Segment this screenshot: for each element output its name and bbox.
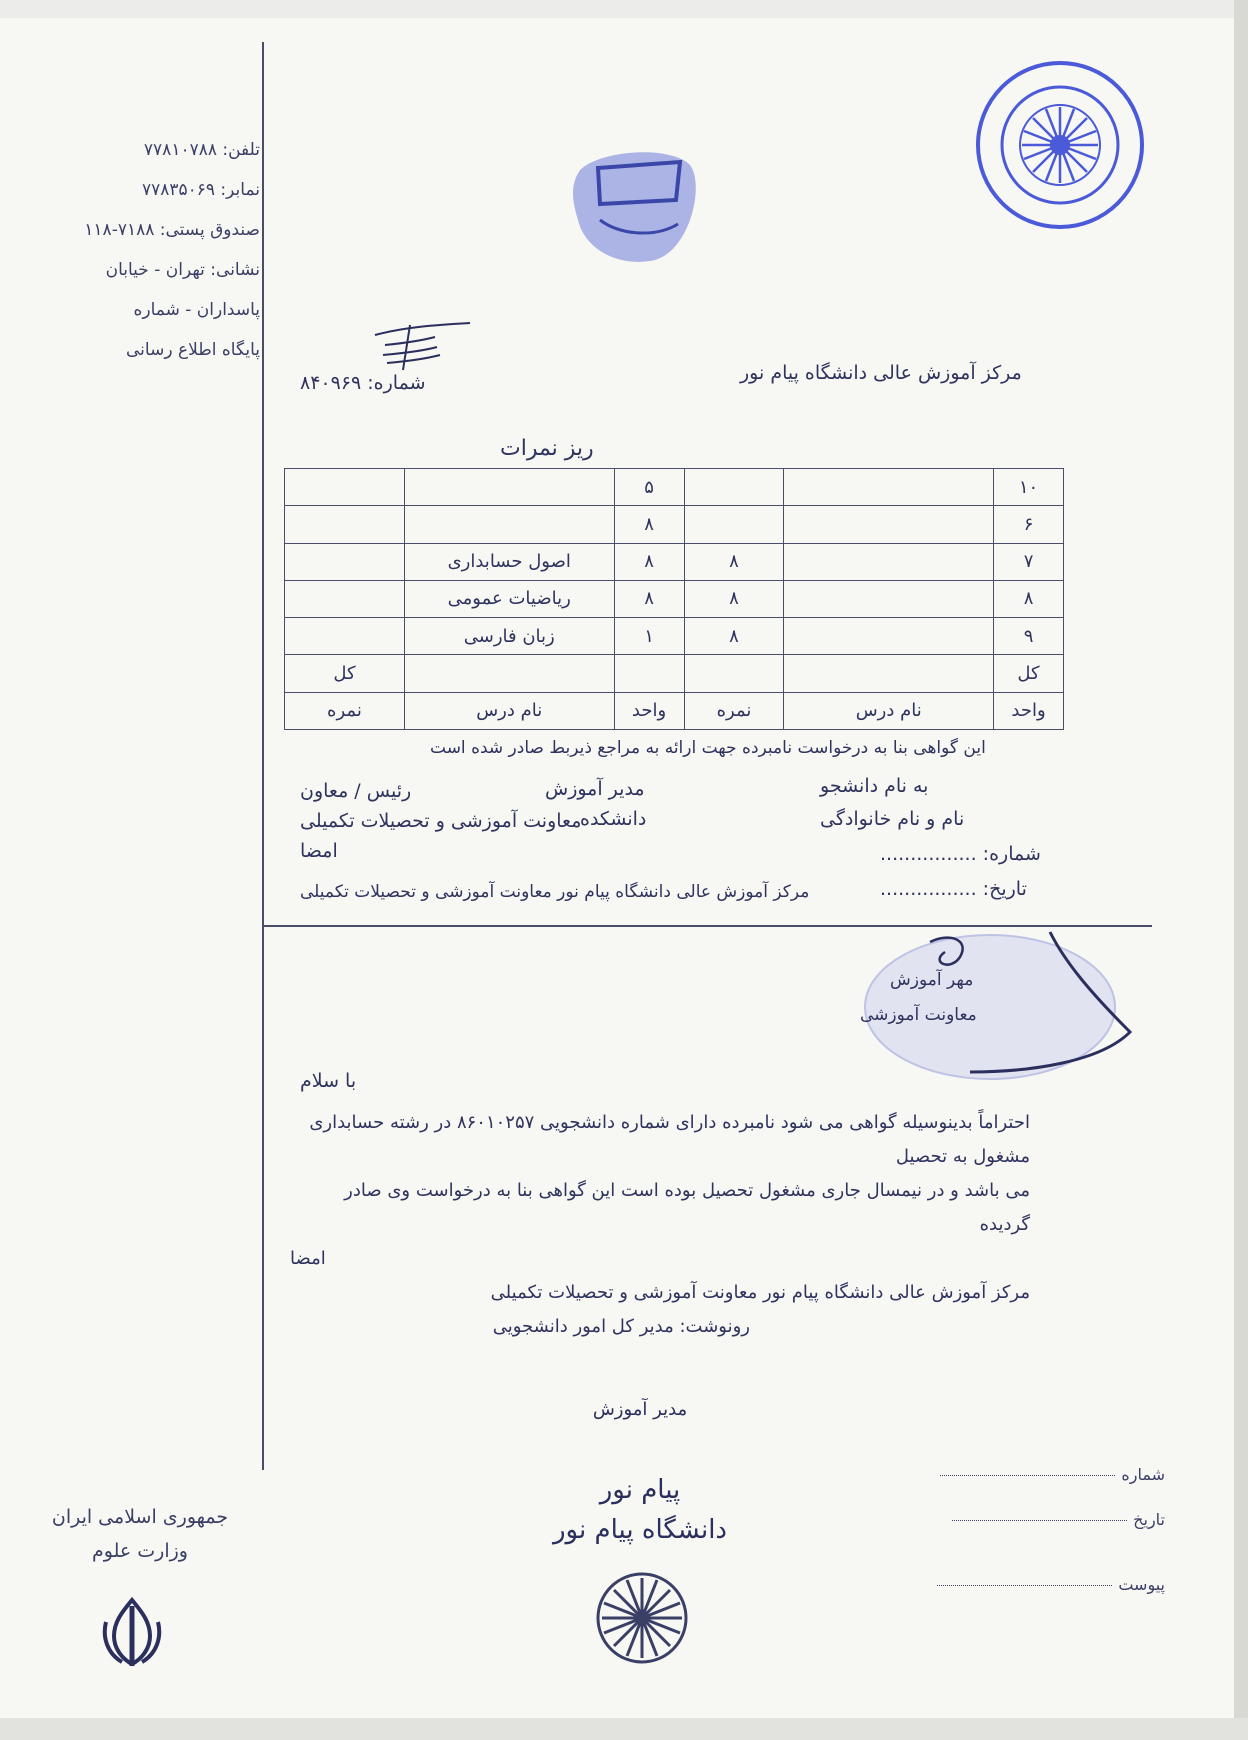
contact-line: پاسداران - شماره — [133, 300, 260, 320]
head-deputy-label: رئیس / معاون — [300, 780, 412, 802]
table-cell: کل — [285, 655, 405, 692]
table-header-cell: نمره — [285, 692, 405, 729]
footer-field-label: تاریخ — [1133, 1510, 1165, 1529]
table-cell — [784, 618, 994, 655]
table-header-row — [285, 692, 1064, 729]
table-cell: ریاضیات عمومی — [404, 580, 614, 617]
table-cell: ۱۰ — [994, 469, 1064, 506]
contact-line: نمابر: ۷۷۸۳۵۰۶۹ — [141, 180, 260, 200]
signature-label: امضا — [300, 840, 338, 862]
contact-line: صندوق پستی: ۷۱۸۸-۱۱۸ — [84, 220, 260, 240]
table-cell — [784, 469, 994, 506]
table-subheader-row — [285, 655, 1064, 692]
stamp-label: مهر آموزش — [890, 970, 974, 990]
ink-stamp-icon — [560, 140, 710, 270]
table-cell: کل — [994, 655, 1064, 692]
dotted-line — [952, 1520, 1127, 1521]
table-header-cell: واحد — [614, 692, 684, 729]
signer-org: دانشگاه پیام نور — [553, 1515, 727, 1545]
letter-body — [290, 1106, 1030, 1344]
reference-number: شماره: ۸۴۰۹۶۹ — [300, 372, 426, 394]
table-cell: ۹ — [994, 618, 1064, 655]
table-cell — [784, 543, 994, 580]
grades-table — [284, 468, 1064, 730]
table-cell — [285, 618, 405, 655]
full-name-label: نام و نام خانوادگی — [820, 808, 965, 830]
table-cell — [404, 469, 614, 506]
table-cell: ۸ — [684, 543, 784, 580]
stamp-label: معاونت آموزشی — [860, 1005, 977, 1025]
footer-field-label: پیوست — [1118, 1575, 1165, 1594]
table-cell: زبان فارسی — [404, 618, 614, 655]
table-cell — [285, 469, 405, 506]
signer-title: مدیر آموزش — [592, 1399, 688, 1420]
recipient-line: مرکز آموزش عالی دانشگاه پیام نور — [740, 362, 1022, 384]
table-cell: ۷ — [994, 543, 1064, 580]
table-header-cell: واحد — [994, 692, 1064, 729]
table-cell: ۶ — [994, 506, 1064, 543]
scan-bottom-edge — [0, 1718, 1248, 1740]
table-header-cell: نمره — [684, 692, 784, 729]
letter-line: امضا — [290, 1248, 326, 1269]
table-cell: ۸ — [684, 618, 784, 655]
table-cell — [684, 655, 784, 692]
institution-line: مرکز آموزش عالی دانشگاه پیام نور معاونت آموزشی و تحصیلات تکمیلی — [300, 882, 810, 902]
signer-name: پیام نور — [599, 1475, 681, 1505]
table-cell — [614, 655, 684, 692]
table-header-cell: نام درس — [404, 692, 614, 729]
education-manager-label: مدیر آموزش — [545, 778, 645, 800]
table-row — [285, 543, 1064, 580]
table-cell: ۸ — [684, 580, 784, 617]
table-cell — [684, 506, 784, 543]
date-field: تاریخ: ................ — [880, 878, 1027, 900]
table-cell — [404, 506, 614, 543]
university-logo-icon — [970, 55, 1150, 235]
student-name-label: به نام دانشجو — [820, 775, 929, 797]
footer-field — [920, 1575, 1165, 1594]
letter-line: می باشد و در نیمسال جاری مشغول تحصیل بوده است این گواهی بنا به درخواست وی صادر گردیده — [344, 1180, 1030, 1235]
table-row — [285, 618, 1064, 655]
table-header-cell: نام درس — [784, 692, 994, 729]
letter-line: رونوشت: مدیر کل امور دانشجویی — [492, 1316, 750, 1337]
table-cell: ۸ — [614, 506, 684, 543]
table-cell: ۸ — [614, 580, 684, 617]
table-cell — [285, 543, 405, 580]
greeting: با سلام — [300, 1070, 357, 1092]
scan-top-edge — [0, 0, 1248, 18]
emblem-caption — [30, 1500, 250, 1568]
signer-block — [540, 1390, 740, 1550]
table-cell — [684, 469, 784, 506]
contact-info — [40, 130, 260, 370]
table-cell: ۸ — [614, 543, 684, 580]
table-cell — [784, 506, 994, 543]
dotted-line — [937, 1585, 1112, 1586]
university-emblem-icon — [592, 1568, 692, 1668]
scan-right-edge — [1234, 0, 1248, 1740]
table-cell: ۱ — [614, 618, 684, 655]
contact-line: تلفن: ۷۷۸۱۰۷۸۸ — [143, 140, 260, 160]
table-cell: ۸ — [994, 580, 1064, 617]
table-cell — [784, 580, 994, 617]
table-row — [285, 469, 1064, 506]
faculty-label: دانشکده — [580, 808, 647, 830]
table-cell — [404, 655, 614, 692]
emblem-line: جمهوری اسلامی ایران — [51, 1506, 229, 1528]
footer-field — [920, 1465, 1165, 1484]
table-row — [285, 580, 1064, 617]
deputy-education-label: معاونت آموزشی و تحصیلات تکمیلی — [300, 810, 582, 832]
table-cell — [285, 580, 405, 617]
table-cell: ۵ — [614, 469, 684, 506]
footer-field-label: شماره — [1121, 1465, 1165, 1484]
footer-field — [920, 1510, 1165, 1529]
table-cell: اصول حسابداری — [404, 543, 614, 580]
dotted-line — [940, 1475, 1115, 1476]
number-field: شماره: ................ — [880, 843, 1041, 865]
certificate-note: این گواهی بنا به درخواست نامبرده جهت ارائه به مراجع ذیربط صادر شده است — [430, 738, 986, 758]
letter-line: مرکز آموزش عالی دانشگاه پیام نور معاونت آموزشی و تحصیلات تکمیلی — [490, 1282, 1030, 1303]
form-title: ریز نمرات — [500, 436, 594, 461]
contact-line: نشانی: تهران - خیابان — [105, 260, 260, 280]
emblem-line: وزارت علوم — [92, 1540, 188, 1562]
table-cell — [784, 655, 994, 692]
contact-line: پایگاه اطلاع رسانی — [126, 340, 260, 360]
table-cell — [285, 506, 405, 543]
table-row — [285, 506, 1064, 543]
margin-divider — [262, 42, 264, 1470]
letter-line: احتراماً بدینوسیله گواهی می شود نامبرده دارای شماره دانشجویی ۸۶۰۱۰۲۵۷ در رشته حسابداری مشغول به تحصیل — [309, 1112, 1030, 1167]
iran-emblem-icon — [92, 1592, 172, 1672]
